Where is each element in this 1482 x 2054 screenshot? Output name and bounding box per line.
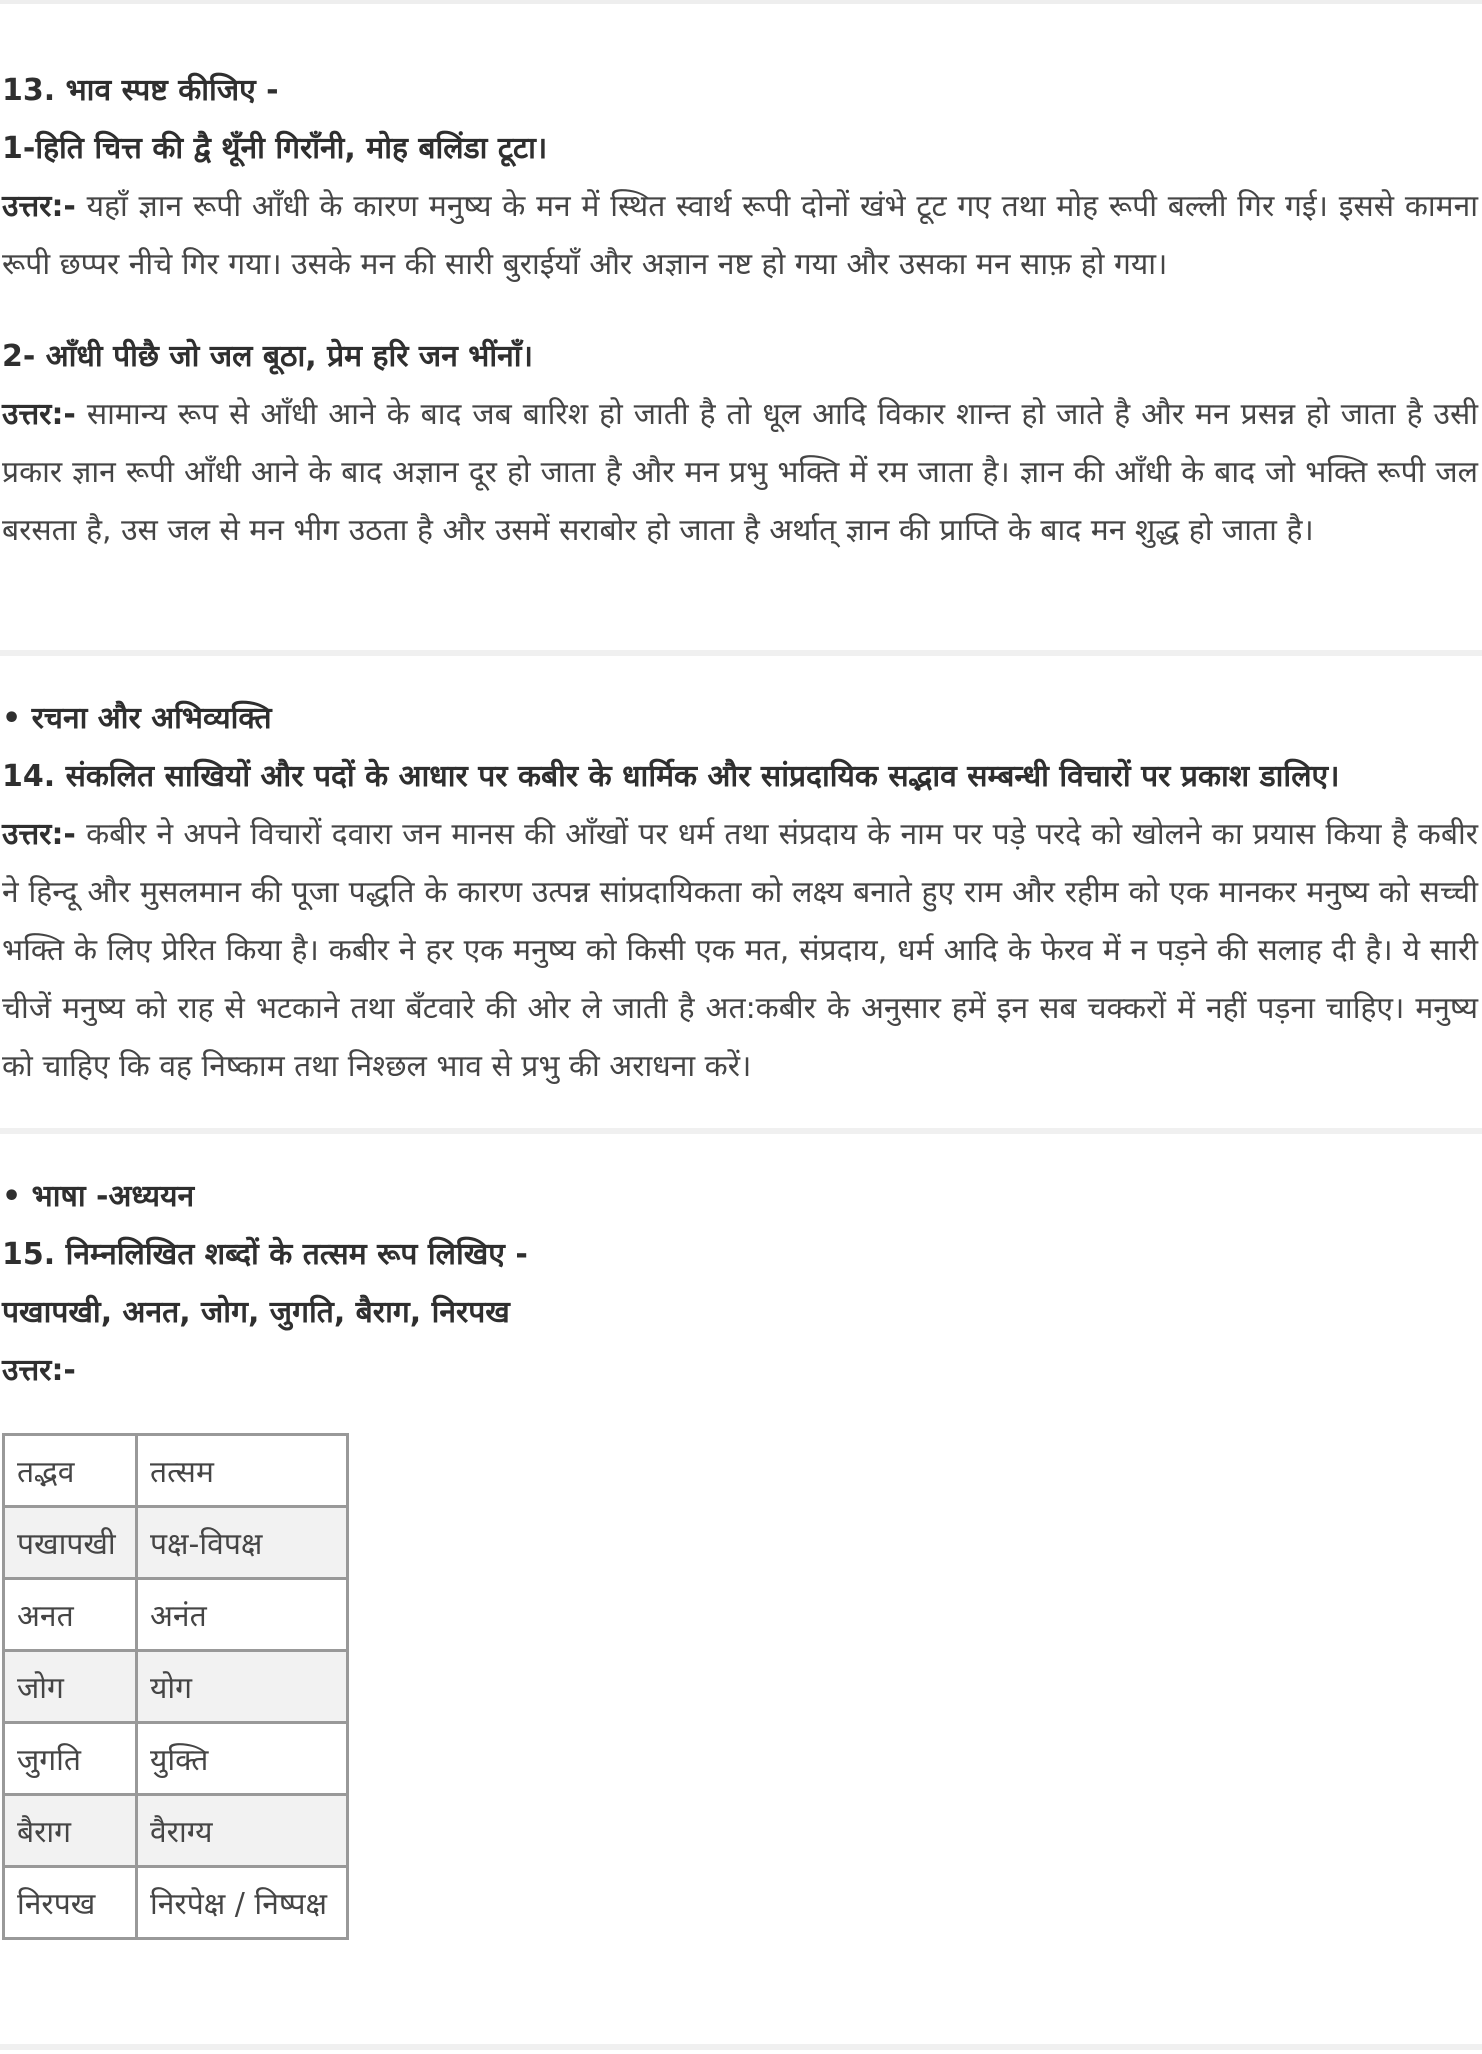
section-divider: [0, 2044, 1482, 2050]
table-cell: निरपख: [4, 1867, 137, 1939]
answer-text: सामान्य रूप से आँधी आने के बाद जब बारिश हो जाती है तो धूल आदि विकार शान्त हो जाते है और मन प्रसन्न हो जाता है उसी प्रकार ज्ञान रूपी आँधी आने के बाद अज्ञान दूर हो जाता है और मन प्रभु भक्ति में रम जाता है। ज्ञान की आँधी के बाद जो भक्ति रूपी जल बरसता है, उस जल से मन भीग उठता है और उसमें सराबोर हो जाता है अर्थात् ज्ञान की प्राप्ति के बाद मन शुद्ध हो जाता है।: [2, 397, 1478, 548]
table-header-cell: तद्भव: [4, 1435, 137, 1507]
table-cell: योग: [137, 1651, 348, 1723]
table-row: [4, 1507, 348, 1579]
table-cell: युक्ति: [137, 1723, 348, 1795]
answer-text: यहाँ ज्ञान रूपी आँधी के कारण मनुष्य के मन में स्थित स्वार्थ रूपी दोनों खंभे टूट गए तथा मोह रूपी बल्ली गिर गई। इससे कामना रूपी छप्पर नीचे गिर गया। उसके मन की सारी बुराईयाँ और अज्ञान नष्ट हो गया और उसका मन साफ़ हो गया।: [2, 189, 1478, 282]
section-divider: [0, 650, 1482, 656]
q13-section: [0, 62, 1482, 560]
q13-part2-title: 2- आँधी पीछै जो जल बूठा, प्रेम हरि जन भींनाँ।: [2, 339, 533, 374]
answer-label: उत्तर:-: [2, 817, 76, 852]
table-header-row: [4, 1435, 348, 1507]
table-cell: जुगति: [4, 1723, 137, 1795]
table-row: [4, 1867, 348, 1939]
tadbhav-tatsam-table: [2, 1433, 349, 1940]
q14-section: [0, 690, 1482, 1096]
table-row: [4, 1579, 348, 1651]
q14-heading: 14. संकलित साखियों और पदों के आधार पर कबीर के धार्मिक और सांप्रदायिक सद्भाव सम्बन्धी विचारों पर प्रकाश डालिए।: [2, 759, 1340, 794]
answer-label: उत्तर:-: [2, 189, 76, 224]
q14-section-title: • रचना और अभिव्यक्ति: [2, 701, 272, 736]
q15-section: [0, 1168, 1482, 1400]
q14-answer: [2, 806, 1478, 1096]
table-cell: जोग: [4, 1651, 137, 1723]
q13-part2-answer: [2, 386, 1478, 560]
table-row: [4, 1651, 348, 1723]
table-cell: निरपेक्ष / निष्पक्ष: [137, 1867, 348, 1939]
q15-section-title: • भाषा -अध्ययन: [2, 1179, 195, 1214]
table-cell: वैराग्य: [137, 1795, 348, 1867]
table-cell: अनत: [4, 1579, 137, 1651]
q13-part1-title: 1-हिति चित्त की द्वै थूँनी गिराँनी, मोह बलिंडा टूटा।: [2, 131, 548, 166]
table-cell: अनंत: [137, 1579, 348, 1651]
q15-answer-label: उत्तर:-: [2, 1353, 76, 1388]
q13-heading: 13. भाव स्पष्ट कीजिए -: [2, 73, 279, 108]
table-row: [4, 1723, 348, 1795]
table-cell: बैराग: [4, 1795, 137, 1867]
table-row: [4, 1795, 348, 1867]
q15-word-list: पखापखी, अनत, जोग, जुगति, बैराग, निरपख: [2, 1295, 510, 1330]
q13-part1-answer: [2, 178, 1478, 294]
table-cell: पक्ष-विपक्ष: [137, 1507, 348, 1579]
table-header-cell: तत्सम: [137, 1435, 348, 1507]
section-divider: [0, 1128, 1482, 1134]
answer-text: कबीर ने अपने विचारों दवारा जन मानस की आँखों पर धर्म तथा संप्रदाय के नाम पर पड़े परदे को खोलने का प्रयास किया है कबीर ने हिन्दू और मुसलमान की पूजा पद्धति के कारण उत्पन्न सांप्रदायिकता को लक्ष्य बनाते हुए राम और रहीम को एक मानकर मनुष्य को सच्ची भक्ति के लिए प्रेरित किया है। कबीर ने हर एक मनुष्य को किसी एक मत, संप्रदाय, धर्म आदि के फेरव में न पड़ने की सलाह दी है। ये सारी चीजें मनुष्य को राह से भटकाने तथा बँटवारे की ओर ले जाती है अत:कबीर के अनुसार हमें इन सब चक्करों में नहीं पड़ना चाहिए। मनुष्य को चाहिए कि वह निष्काम तथा निश्छल भाव से प्रभु की अराधना करें।: [2, 817, 1478, 1084]
answer-label: उत्तर:-: [2, 397, 76, 432]
top-divider: [0, 0, 1482, 4]
table-cell: पखापखी: [4, 1507, 137, 1579]
q15-heading: 15. निम्नलिखित शब्दों के तत्सम रूप लिखिए -: [2, 1237, 528, 1272]
